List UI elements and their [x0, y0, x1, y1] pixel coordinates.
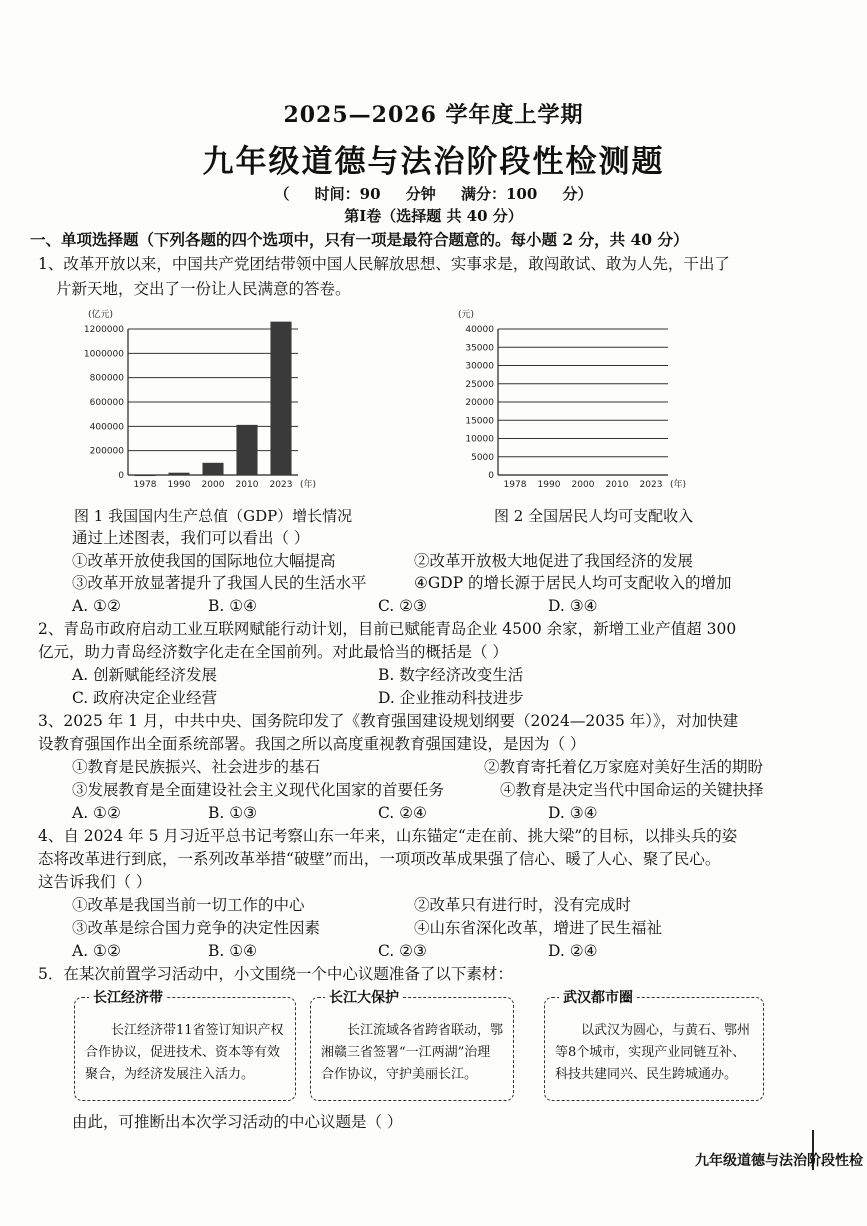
- q3-option-1: ①教育是民族振兴、社会进步的基石: [72, 758, 321, 776]
- material-box-body: 长江流域各省跨省联动，鄂湘赣三省签署“一江两湖”治理合作协议，守护美丽长江。: [321, 1023, 504, 1082]
- y-tick-label: 40000: [465, 325, 494, 335]
- q1-choice-d[interactable]: D. ③④: [548, 597, 598, 615]
- y-tick-label: 25000: [465, 379, 494, 390]
- q1-choice-a[interactable]: A. ①②: [72, 597, 121, 615]
- page-footer: 九年级道德与法治阶段性检: [695, 1153, 863, 1169]
- q1-choice-c[interactable]: C. ②③: [378, 597, 427, 615]
- gdp-bar: [270, 322, 291, 475]
- x-axis-unit: (年): [670, 480, 687, 490]
- q1-choice-b[interactable]: B. ①④: [208, 597, 258, 615]
- q3-option-2: ②教育寄托着亿万家庭对美好生活的期盼: [484, 758, 764, 776]
- y-axis-unit: (亿元): [88, 310, 114, 320]
- gdp-bar: [168, 473, 189, 475]
- section-heading: 一、单项选择题（下列各题的四个选项中，只有一项是最符合题意的。每小题 2 分，共 40 分）: [30, 230, 689, 249]
- y-tick-label: 1000000: [83, 349, 124, 360]
- q4-choice-b[interactable]: B. ①④: [208, 942, 258, 960]
- fig2-caption: 图 2 全国居民人均可支配收入: [494, 507, 694, 525]
- q2-choice-c[interactable]: C. 政府决定企业经营: [72, 689, 218, 707]
- q3-choice-b[interactable]: B. ①③: [208, 804, 258, 822]
- q4-option-1: ①改革是我国当前一切工作的中心: [72, 896, 305, 914]
- q3-option-3: ③发展教育是全面建设社会主义现代化国家的首要任务: [72, 781, 445, 799]
- gdp-bar: [134, 475, 155, 477]
- q4-choice-c[interactable]: C. ②③: [378, 942, 427, 960]
- x-axis-unit: (年): [300, 480, 317, 490]
- exam-title: 九年级道德与法治阶段性检测题: [202, 144, 665, 180]
- q4-line3: 这告诉我们（ ）: [38, 873, 152, 891]
- q3-line1: 3、2025 年 1 月，中共中央、国务院印发了《教育强国建设规划纲要（2024—2035 年）》，对加快建: [38, 712, 739, 730]
- y-tick-label: 15000: [465, 416, 494, 427]
- q1-stem: 通过上述图表，我们可以看出（ ）: [72, 529, 310, 547]
- x-tick-label: 2000: [201, 480, 225, 490]
- y-tick-label: 200000: [89, 446, 124, 457]
- gdp-bar: [202, 463, 223, 475]
- x-tick-label: 2023: [639, 480, 663, 490]
- q1-option-4: ④GDP 的增长源于居民人均可支配收入的增加: [414, 574, 732, 592]
- q1-option-2: ②改革开放极大地促进了我国经济的发展: [414, 552, 694, 570]
- gdp-bar-chart: [70, 305, 370, 495]
- q5-line1: 5．在某次前置学习活动中，小文围绕一个中心议题准备了以下素材：: [38, 965, 513, 983]
- y-tick-label: 800000: [89, 373, 124, 384]
- material-box-body: 以武汉为圆心，与黄石、鄂州等8个城市，实现产业同链互补、科技共建同兴、民生跨城通办。: [555, 1023, 751, 1082]
- q2-line1: 2、青岛市政府启动工业互联网赋能行动计划，目前已赋能青岛企业 4500 余家，新增工业产值超 300: [38, 620, 737, 638]
- q3-choice-a[interactable]: A. ①②: [72, 804, 121, 822]
- x-tick-label: 2023: [269, 480, 293, 490]
- q4-choice-a[interactable]: A. ①②: [72, 942, 121, 960]
- q2-choice-b[interactable]: B. 数字经济改变生活: [378, 666, 524, 684]
- x-tick-label: 1978: [503, 480, 527, 490]
- material-box-wuhan-metro: [544, 990, 764, 1101]
- material-box-yangtze-economic-belt: [74, 990, 296, 1101]
- q4-option-2: ②改革只有进行时，没有完成时: [414, 896, 632, 914]
- y-tick-label: 5000: [471, 452, 494, 463]
- exam-time-score: （ 时间：90 分钟 满分：100 分）: [274, 185, 593, 203]
- y-tick-label: 1200000: [83, 325, 124, 335]
- y-axis-unit: (元): [458, 310, 475, 320]
- x-tick-label: 1978: [133, 480, 157, 490]
- y-tick-label: 20000: [465, 398, 494, 408]
- material-box-title: 武汉都市圈: [559, 987, 637, 1007]
- q5-stem: 由此，可推断出本次学习活动的中心议题是（ ）: [72, 1113, 403, 1131]
- income-line-chart: [440, 305, 740, 495]
- q1-line1: 1、改革开放以来，中国共产党团结带领中国人民解放思想、实事求是，敢闯敢试、敢为人先，干出了: [38, 255, 730, 273]
- q1-line2: 片新天地，交出了一份让人民满意的答卷。: [56, 280, 351, 298]
- q4-option-3: ③改革是综合国力竞争的决定性因素: [72, 919, 321, 937]
- q3-choice-c[interactable]: C. ②④: [378, 804, 427, 822]
- q3-line2: 设教育强国作出全面系统部署。我国之所以高度重视教育强国建设，是因为（ ）: [38, 735, 586, 753]
- q4-option-4: ④山东省深化改革，增进了民生福祉: [414, 919, 663, 937]
- gdp-bar: [236, 425, 257, 475]
- material-box-title: 长江大保护: [325, 987, 403, 1007]
- x-tick-label: 1990: [167, 480, 191, 490]
- y-tick-label: 35000: [465, 343, 494, 354]
- exam-year-term: 2025—2026 学年度上学期: [283, 102, 584, 128]
- x-tick-label: 2010: [235, 480, 259, 490]
- q3-choice-d[interactable]: D. ③④: [548, 804, 598, 822]
- x-tick-label: 2010: [605, 480, 629, 490]
- q4-line1: 4、自 2024 年 5 月习近平总书记考察山东一年来，山东锚定“走在前、挑大梁”的目标，以排头兵的姿: [38, 827, 738, 845]
- q2-line2: 亿元，助力青岛经济数字化走在全国前列。对此最恰当的概括是（ ）: [38, 643, 508, 661]
- y-tick-label: 0: [118, 471, 124, 481]
- y-tick-label: 30000: [465, 361, 494, 372]
- q1-option-3: ③改革开放显著提升了我国人民的生活水平: [72, 574, 367, 592]
- material-box-yangtze-protection: [310, 990, 514, 1101]
- y-tick-label: 600000: [89, 398, 124, 408]
- q3-option-4: ④教育是决定当代中国命运的关键抉择: [500, 781, 764, 799]
- q4-choice-d[interactable]: D. ②④: [548, 942, 598, 960]
- x-tick-label: 2000: [571, 480, 595, 490]
- exam-volume: 第Ⅰ卷（选择题 共 40 分）: [344, 207, 523, 225]
- y-tick-label: 400000: [89, 422, 124, 433]
- material-box-body: 长江经济带11省签订知识产权合作协议，促进技术、资本等有效聚合，为经济发展注入活力。: [85, 1023, 284, 1082]
- material-box-title: 长江经济带: [89, 987, 167, 1007]
- q2-choice-a[interactable]: A. 创新赋能经济发展: [72, 666, 218, 684]
- y-tick-label: 10000: [465, 434, 494, 445]
- q1-option-1: ①改革开放使我国的国际地位大幅提高: [72, 552, 336, 570]
- fig1-caption: 图 1 我国国内生产总值（GDP）增长情况: [74, 507, 353, 525]
- q2-choice-d[interactable]: D. 企业推动科技进步: [378, 689, 524, 707]
- y-tick-label: 0: [488, 471, 494, 481]
- x-tick-label: 1990: [537, 480, 561, 490]
- q4-line2: 态将改革进行到底，一系列改革举措“破壁”而出，一项项改革成果强了信心、暖了人心、聚了民心。: [38, 850, 721, 868]
